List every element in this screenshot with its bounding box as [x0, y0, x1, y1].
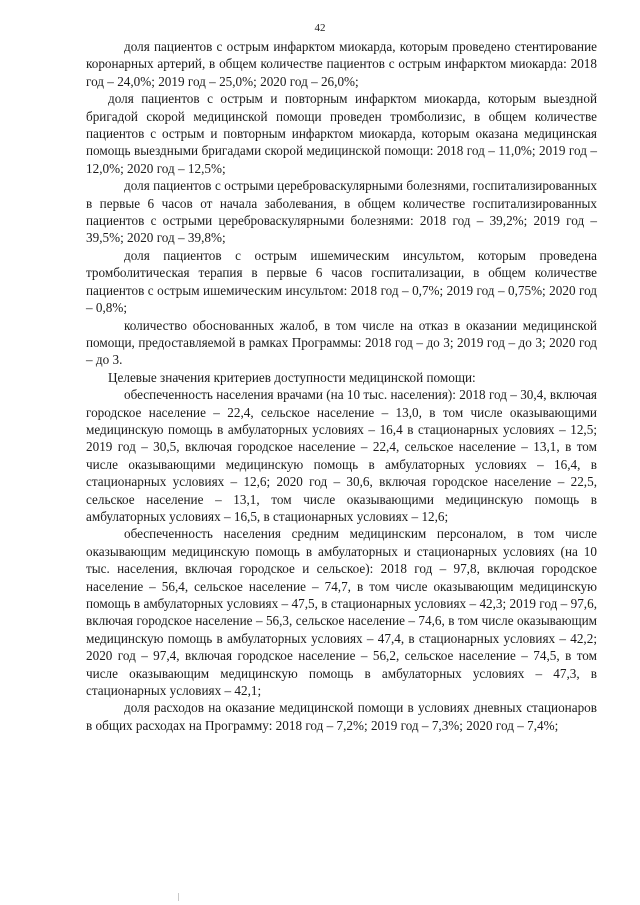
scan-artifact-mark: [178, 893, 179, 901]
paragraph-nursing-staff-availability: обеспеченность населения средним медицинским персоналом, в том числе оказывающим медицинскую помощь в амбулаторных и стационарных условиях (на 10 тыс. населения, включая городское и сельское): 2018 год – 97,8, включая городское население – 56,4, сельское население – 74,7, в том числе оказывающим медицинскую помощь в амбулаторных условиях – 47,5, в стационарных условиях – 42,3; 2019 год – 97,6, включая городское население – 56,3, сельское население – 74,6, в том числе оказывающим медицинскую помощь в амбулаторных условиях – 47,4, в стационарных условиях – 42,2; 2020 год – 97,4, включая городское население – 56,2, сельское население – 74,5, в том числе оказывающим медицинскую помощь в амбулаторных условиях – 47,3, в стационарных условиях – 42,1;: [86, 526, 597, 699]
paragraph-stenting-share: доля пациентов с острым инфарктом миокарда, которым проведено стентирование коронарных артерий, в общем количестве пациентов с острым инфарктом миокарда: 2018 год – 24,0%; 2019 год – 25,0%; 2020 год – 26,0%;: [86, 39, 597, 89]
paragraph-thrombolysis-ambulance-share: доля пациентов с острым и повторным инфарктом миокарда, которым выездной бригадой скорой медицинской помощи проведен тромболизис, в общем количестве пациентов с острым и повторным инфарктом миокарда, которым оказана медицинская помощь выездными бригадами скорой медицинской помощи: 2018 год – 11,0%; 2019 год – 12,0%; 2020 год – 12,5%;: [86, 91, 597, 176]
paragraph-cerebrovascular-hospitalization-share: доля пациентов с острыми цереброваскулярными болезнями, госпитализированных в первые 6 часов от начала заболевания, в общем количестве госпитализированных пациентов с острыми цереброваскулярными болезнями: 2018 год – 39,2%; 2019 год – 39,5%; 2020 год – 39,8%;: [86, 178, 597, 246]
page-number: 42: [314, 22, 326, 34]
paragraph-ischemic-stroke-thrombolysis-share: доля пациентов с острым ишемическим инсультом, которым проведена тромболитическая терапия в первые 6 часов госпитализации, в общем количестве пациентов с острым ишемическим инсультом: 2018 год – 0,7%; 2019 год – 0,75%; 2020 год – 0,8%;: [86, 247, 597, 316]
paragraph-complaints-count: количество обоснованных жалоб, в том числе на отказ в оказании медицинской помощи, предоставляемой в рамках Программы: 2018 год – до 3; 2019 год – до 3; 2020 год – до 3.: [86, 317, 597, 368]
paragraph-accessibility-criteria-heading: Целевые значения критериев доступности медицинской помощи:: [108, 369, 476, 385]
paragraph-day-hospital-expense-share: доля расходов на оказание медицинской помощи в условиях дневных стационаров в общих расходах на Программу: 2018 год – 7,2%; 2019 год – 7,3%; 2020 год – 7,4%;: [86, 700, 597, 733]
document-body: [86, 38, 597, 734]
paragraph-physician-availability: обеспеченность населения врачами (на 10 тыс. населения): 2018 год – 30,4, включая городское население – 22,4, сельское население – 13,0, в том числе оказывающими медицинскую помощь в амбулаторных условиях – 16,4 в стационарных условиях – 12,5; 2019 год – 30,5, включая городское население – 22,4, сельское население – 13,1, в том числе оказывающими медицинскую помощь в амбулаторных условиях – 16,4, в стационарных условиях – 12,6; 2020 год – 30,6, включая городское население – 22,5, сельское население – 13,1, том числе оказывающими медицинскую помощь в амбулаторных условиях – 16,5, в стационарных условиях – 12,6;: [86, 387, 597, 524]
